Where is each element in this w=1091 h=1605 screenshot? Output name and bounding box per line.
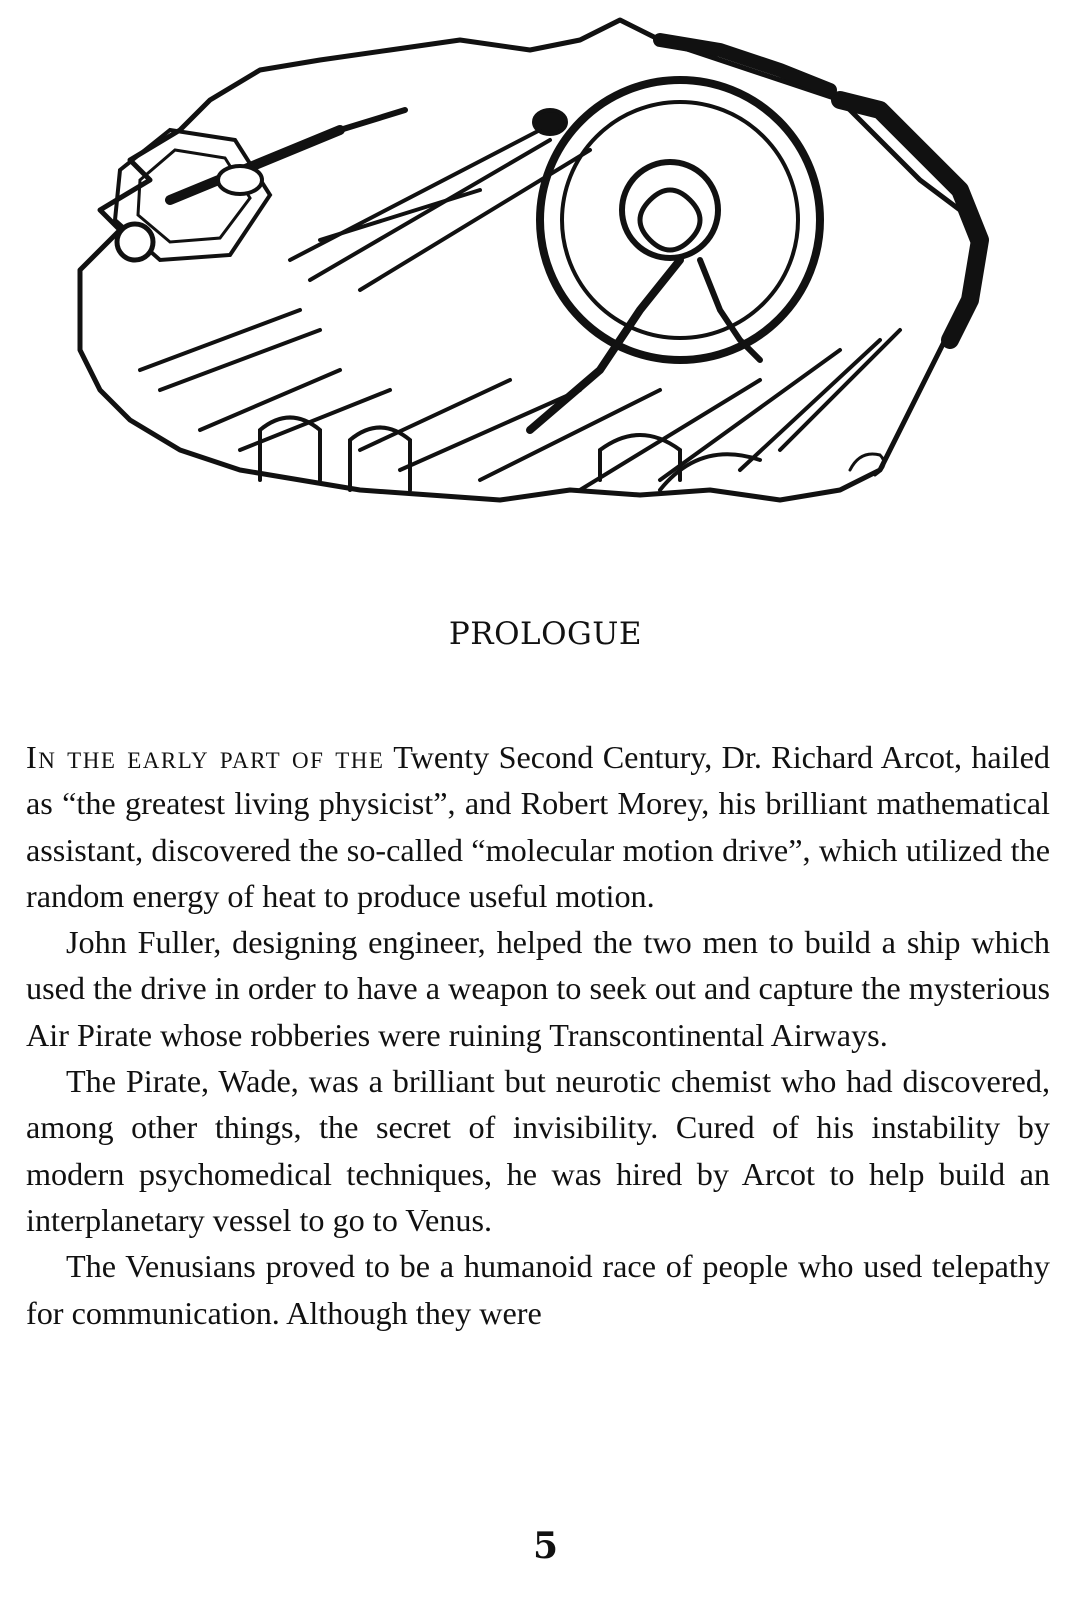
paragraph-2: John Fuller, designing engineer, helped the two men to build a ship which used the drive in order to have a weapon to seek out and capture the mysterious Air Pirate whose robberies were ruining Transcontinental Airways. bbox=[26, 924, 1050, 1053]
paragraph-4: The Venusians proved to be a humanoid race of people who used telepathy for communication. Although they were bbox=[26, 1248, 1050, 1331]
page-number: 5 bbox=[532, 1525, 559, 1567]
paragraph-1 bbox=[26, 734, 1050, 919]
chapter-title: PROLOGUE bbox=[448, 616, 643, 652]
paragraph-text: Twenty Second Century, Dr. Richard Arcot, hailed as “the greatest living physicist”, and Robert Morey, his brilliant mathematical assistant, discovered the so-called “molecular motion drive”, which utilized the random energy of heat to produce useful motion. bbox=[26, 739, 1050, 914]
spaceship-illustration-icon bbox=[60, 10, 990, 510]
paragraph-lead-smallcaps: In the early part of the bbox=[26, 739, 385, 775]
prologue-text bbox=[26, 734, 1050, 1336]
paragraph-3: The Pirate, Wade, was a brilliant but neurotic chemist who had discovered, among other things, the secret of invisibility. Cured of his instability by modern psychomedical techniques, he was hired by Arcot to help build an interplanetary vessel to go to Venus. bbox=[26, 1063, 1050, 1238]
